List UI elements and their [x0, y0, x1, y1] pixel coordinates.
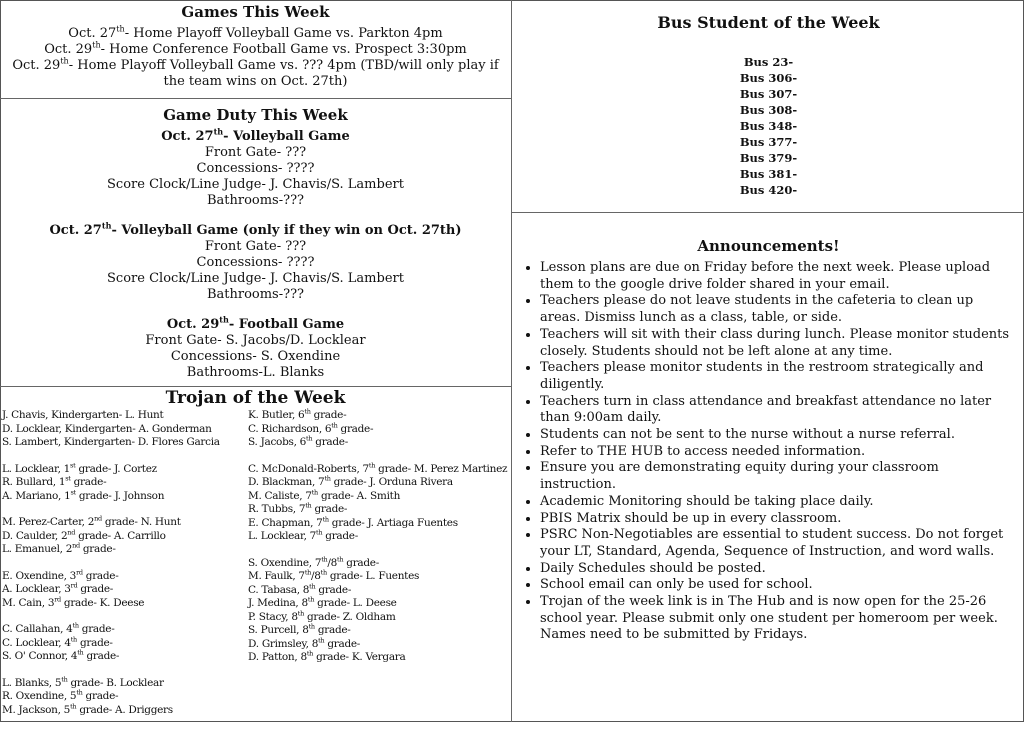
trojan-entry: S. Purcell, 8th grade-: [248, 622, 351, 636]
trojan-entry: C. Richardson, 6th grade-: [248, 421, 374, 435]
trojan-of-the-week-section: [0, 387, 511, 722]
bus-item: Bus 377-: [739, 135, 798, 149]
announcement-item: • PSRC Non-Negotiables are essential to student success. Do not forget your LT, Standard, Agenda, Sequence of Instruction, and word walls.: [540, 527, 1017, 560]
announcements-list: [512, 260, 1024, 644]
trojan-entry: A. Mariano, 1st grade- J. Johnson: [2, 488, 165, 502]
trojan-group: [248, 557, 510, 665]
games-this-week-section: [0, 2, 511, 90]
trojan-entry: K. Butler, 6th grade-: [248, 407, 347, 421]
bus-item: Bus 23-: [743, 55, 794, 69]
trojan-entry: P. Stacy, 8th grade- Z. Oldham: [248, 609, 396, 623]
announcement-item: • Ensure you are demonstrating equity during your classroom instruction.: [540, 460, 1017, 493]
trojan-entry: R. Bullard, 1st grade-: [2, 474, 107, 488]
duty-line: Front Gate- ???: [204, 239, 307, 254]
trojan-title: Trojan of the Week: [165, 388, 346, 408]
trojan-entry: M. Caliste, 7th grade- A. Smith: [248, 488, 401, 502]
trojan-entry: R. Tubbs, 7th grade-: [248, 501, 348, 515]
announcement-item: • Lesson plans are due on Friday before the next week. Please upload them to the google drive folder shared in your email.: [540, 260, 1017, 293]
trojan-entry: M. Faulk, 7th/8th grade- L. Fuentes: [248, 568, 420, 582]
duty-line: Bathrooms-???: [206, 287, 305, 302]
duty-line: Bathrooms-L. Blanks: [186, 365, 325, 380]
bus-item: Bus 381-: [739, 167, 798, 181]
duty-line: Bathrooms-???: [206, 193, 305, 208]
trojan-group: [2, 516, 247, 557]
trojan-entry: C. McDonald-Roberts, 7th grade- M. Perez Martinez: [248, 461, 508, 475]
announcements-section: [512, 236, 1024, 644]
trojan-group: [2, 570, 247, 611]
trojan-group: [2, 677, 247, 718]
trojan-list-left: [2, 409, 247, 730]
games-title: Games This Week: [181, 3, 330, 21]
bus-student-section: [512, 12, 1024, 198]
announcement-item: • Students can not be sent to the nurse without a nurse referral.: [540, 427, 1017, 444]
trojan-group: [2, 463, 247, 504]
trojan-group: [2, 623, 247, 664]
trojan-entry: D. Grimsley, 8th grade-: [248, 636, 361, 650]
trojan-entry: S. O' Connor, 4th grade-: [2, 648, 120, 662]
bus-student-title: Bus Student of the Week: [657, 13, 880, 32]
announcement-item: • Teachers please do not leave students in the cafeteria to clean up areas. Dismiss lunch as a class, table, or side.: [540, 293, 1017, 326]
trojan-entry: J. Chavis, Kindergarten- L. Hunt: [2, 409, 164, 421]
game-line: Oct. 27th- Home Playoff Volleyball Game vs. Parkton 4pm: [68, 24, 443, 41]
trojan-entry: D. Locklear, Kindergarten- A. Gonderman: [2, 422, 212, 435]
announcement-item: • Refer to THE HUB to access needed information.: [540, 444, 1017, 461]
duty-line: Score Clock/Line Judge- J. Chavis/S. Lambert: [107, 177, 404, 192]
trojan-entry: D. Blackman, 7th grade- J. Orduna Rivera: [248, 474, 453, 488]
trojan-entry: M. Perez-Carter, 2nd grade- N. Hunt: [2, 514, 181, 528]
trojan-entry: L. Locklear, 1st grade- J. Cortez: [2, 461, 157, 475]
trojan-entry: E. Chapman, 7th grade- J. Artiaga Fuentes: [248, 515, 458, 529]
duty-line: Score Clock/Line Judge- J. Chavis/S. Lambert: [107, 271, 404, 286]
announcement-item: • Teachers please monitor students in the restroom strategically and diligently.: [540, 360, 1017, 393]
duty-group-heading: Oct. 27th- Volleyball Game: [161, 126, 350, 144]
duty-line: Front Gate- ???: [204, 145, 307, 160]
duty-line: Concessions- ????: [196, 161, 315, 176]
announcements-title: Announcements!: [697, 237, 840, 255]
bus-item: Bus 379-: [739, 151, 798, 165]
trojan-entry: C. Tabasa, 8th grade-: [248, 582, 352, 596]
game-line: Oct. 29th- Home Playoff Volleyball Game vs. ??? 4pm (TBD/will only play if the team wins on Oct. 27th): [12, 56, 499, 89]
duty-group: [0, 126, 511, 209]
announcement-item: • School email can only be used for school.: [540, 577, 1017, 594]
trojan-entry: A. Locklear, 3rd grade-: [2, 581, 114, 595]
bus-item: Bus 306-: [739, 71, 798, 85]
bus-item: Bus 308-: [739, 103, 798, 117]
left-column: [0, 0, 511, 722]
duty-line: Concessions- ????: [196, 255, 315, 270]
trojan-list-right: [248, 409, 510, 678]
announcement-item: • Teachers turn in class attendance and breakfast attendance no later than 9:00am daily.: [540, 394, 1017, 427]
trojan-group: [2, 409, 247, 450]
bus-item: Bus 420-: [739, 183, 798, 197]
right-column: [511, 0, 1024, 722]
bus-item: Bus 307-: [739, 87, 798, 101]
trojan-entry: R. Oxendine, 5th grade-: [2, 688, 119, 702]
trojan-entry: L. Locklear, 7th grade-: [248, 528, 358, 542]
trojan-entry: C. Locklear, 4th grade-: [2, 635, 113, 649]
trojan-entry: L. Blanks, 5th grade- B. Locklear: [2, 675, 164, 689]
trojan-entry: S. Lambert, Kindergarten- D. Flores Garcia: [2, 436, 220, 448]
duty-group-heading: Oct. 27th- Volleyball Game (only if they win on Oct. 27th): [49, 220, 462, 238]
duty-group-heading: Oct. 29th- Football Game: [166, 314, 345, 332]
trojan-entry: S. Jacobs, 6th grade-: [248, 434, 348, 448]
divider: [0, 98, 511, 99]
announcement-item: • Daily Schedules should be posted.: [540, 561, 1017, 578]
trojan-entry: D. Caulder, 2nd grade- A. Carrillo: [2, 528, 166, 542]
game-line: Oct. 29th- Home Conference Football Game vs. Prospect 3:30pm: [44, 40, 467, 57]
duty-group: [0, 220, 511, 303]
trojan-entry: E. Oxendine, 3rd grade-: [2, 568, 119, 582]
duty-group: [0, 314, 511, 381]
trojan-entry: J. Medina, 8th grade- L. Deese: [248, 595, 397, 609]
game-duty-title: Game Duty This Week: [163, 106, 348, 124]
bus-list: [512, 54, 1024, 198]
trojan-group: [248, 463, 510, 544]
game-duty-section: [0, 106, 511, 395]
trojan-entry: C. Callahan, 4th grade-: [2, 621, 115, 635]
divider: [512, 212, 1024, 213]
duty-line: Concessions- S. Oxendine: [170, 349, 341, 364]
trojan-entry: S. Oxendine, 7th/8th grade-: [248, 555, 379, 569]
announcement-item: • Trojan of the week link is in The Hub and is now open for the 25-26 school year. Please submit only one student per homeroom per week. Names need to be submitted by Fridays.: [540, 594, 1017, 644]
trojan-entry: M. Jackson, 5th grade- A. Driggers: [2, 702, 173, 716]
announcement-item: • Teachers will sit with their class during lunch. Please monitor students closely. Students should not be left alone at any time.: [540, 327, 1017, 360]
bus-item: Bus 348-: [739, 119, 798, 133]
trojan-entry: M. Cain, 3rd grade- K. Deese: [2, 595, 145, 609]
announcement-item: • Academic Monitoring should be taking place daily.: [540, 494, 1017, 511]
announcement-item: • PBIS Matrix should be up in every classroom.: [540, 511, 1017, 528]
trojan-entry: L. Emanuel, 2nd grade-: [2, 541, 116, 555]
trojan-entry: D. Patton, 8th grade- K. Vergara: [248, 649, 406, 663]
trojan-group: [248, 409, 510, 450]
duty-line: Front Gate- S. Jacobs/D. Locklear: [145, 333, 366, 348]
